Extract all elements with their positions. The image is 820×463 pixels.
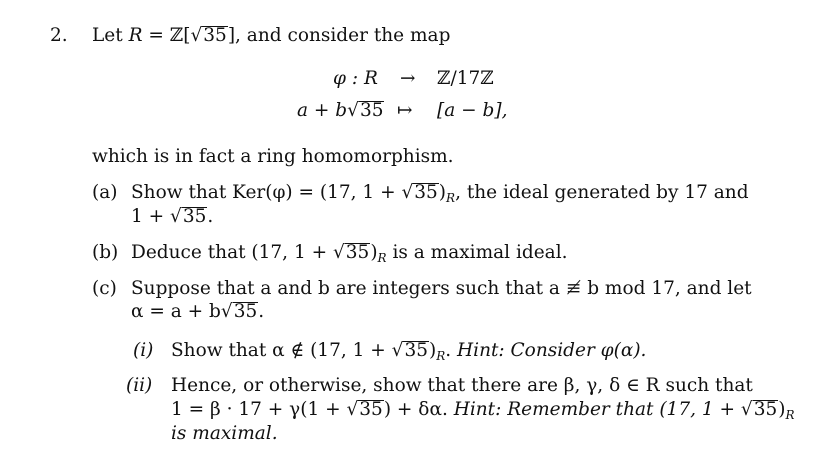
intro-eq: = ℤ[√: [142, 25, 203, 46]
part-ci-hint: Hint: Consider φ(α).: [457, 340, 647, 361]
part-c-line-2: [131, 301, 264, 323]
part-b-radicand: 35: [345, 242, 370, 263]
part-ci-subscript: R: [436, 349, 446, 363]
part-c-radicand: 35: [233, 301, 258, 322]
part-cii-line-2: [171, 399, 795, 426]
part-cii-line-1: Hence, or otherwise, show that there are β, γ, δ ∈ R such that: [171, 375, 753, 396]
intro-ring-symbol: R: [128, 25, 143, 46]
problem-number: 2.: [50, 25, 68, 46]
part-ci-radicand: 35: [404, 340, 428, 361]
part-cii-hint-radicand: 35: [753, 399, 778, 420]
part-c-line-1: Suppose that a and b are integers such that a ≢ b mod 17, and let: [131, 278, 752, 299]
part-b-paren: ): [370, 242, 378, 263]
map-arrow: →: [400, 68, 416, 89]
part-c-label: (c): [92, 278, 117, 299]
part-cii-subscript: R: [785, 408, 795, 422]
part-ci-text-1: Show that α ∉ (17, 1 + √: [171, 340, 404, 361]
part-ci-paren: ): [428, 340, 437, 361]
part-b-text-1: Deduce that (17, 1 + √: [131, 242, 345, 263]
part-a-text-3: 1 + √: [131, 206, 182, 227]
part-cii-hint: Hint: Remember that (17, 1 + √: [453, 399, 753, 420]
part-c-period: .: [258, 301, 265, 322]
part-cii-line-3: is maximal.: [171, 423, 278, 444]
part-a-text-1: Show that Ker(φ) = (17, 1 + √: [131, 182, 414, 203]
homomorphism-text: which is in fact a ring homomorphism.: [92, 146, 454, 167]
part-cii-label: (ii): [126, 375, 153, 396]
intro-radicand: 35: [203, 25, 227, 46]
intro-let: Let: [92, 25, 129, 46]
part-b-label: (b): [92, 242, 119, 263]
part-ci-period: .: [445, 340, 458, 361]
part-a-label: (a): [92, 182, 118, 203]
part-a-period: .: [207, 206, 214, 227]
part-a-text-2: , the ideal generated by 17 and: [455, 182, 749, 203]
map-maps-to: ↦: [397, 100, 413, 121]
map-codomain: ℤ/17ℤ: [437, 68, 494, 89]
part-a-line-1: [131, 182, 749, 209]
part-cii-text-1: 1 = β · 17 + γ(1 + √: [171, 399, 359, 420]
part-a-line-2: [131, 206, 213, 228]
part-a-paren: ): [438, 182, 447, 203]
part-a-radicand: 35: [414, 182, 438, 203]
map-element-prefix: a + b√: [297, 100, 359, 121]
map-element-radicand: 35: [359, 100, 384, 121]
part-ci-line-1: [171, 340, 646, 367]
part-a-radicand-2: 35: [182, 206, 207, 227]
part-ci-label: (i): [133, 340, 154, 361]
map-image: [a − b],: [437, 100, 508, 121]
part-b-text-2: is a maximal ideal.: [386, 242, 568, 263]
part-b-line-1: [131, 242, 568, 269]
part-cii-radicand: 35: [359, 399, 383, 420]
map-domain: φ : R: [333, 68, 378, 89]
part-c-text-1: α = a + b√: [131, 301, 233, 322]
intro-close: ], and consider the map: [227, 25, 451, 46]
part-cii-hint-paren: ): [778, 399, 786, 420]
part-b-subscript: R: [377, 251, 387, 265]
map-element: [297, 100, 384, 122]
part-a-subscript: R: [446, 191, 456, 205]
part-cii-text-2: ) + δα.: [383, 399, 454, 420]
intro-line: [92, 25, 450, 47]
